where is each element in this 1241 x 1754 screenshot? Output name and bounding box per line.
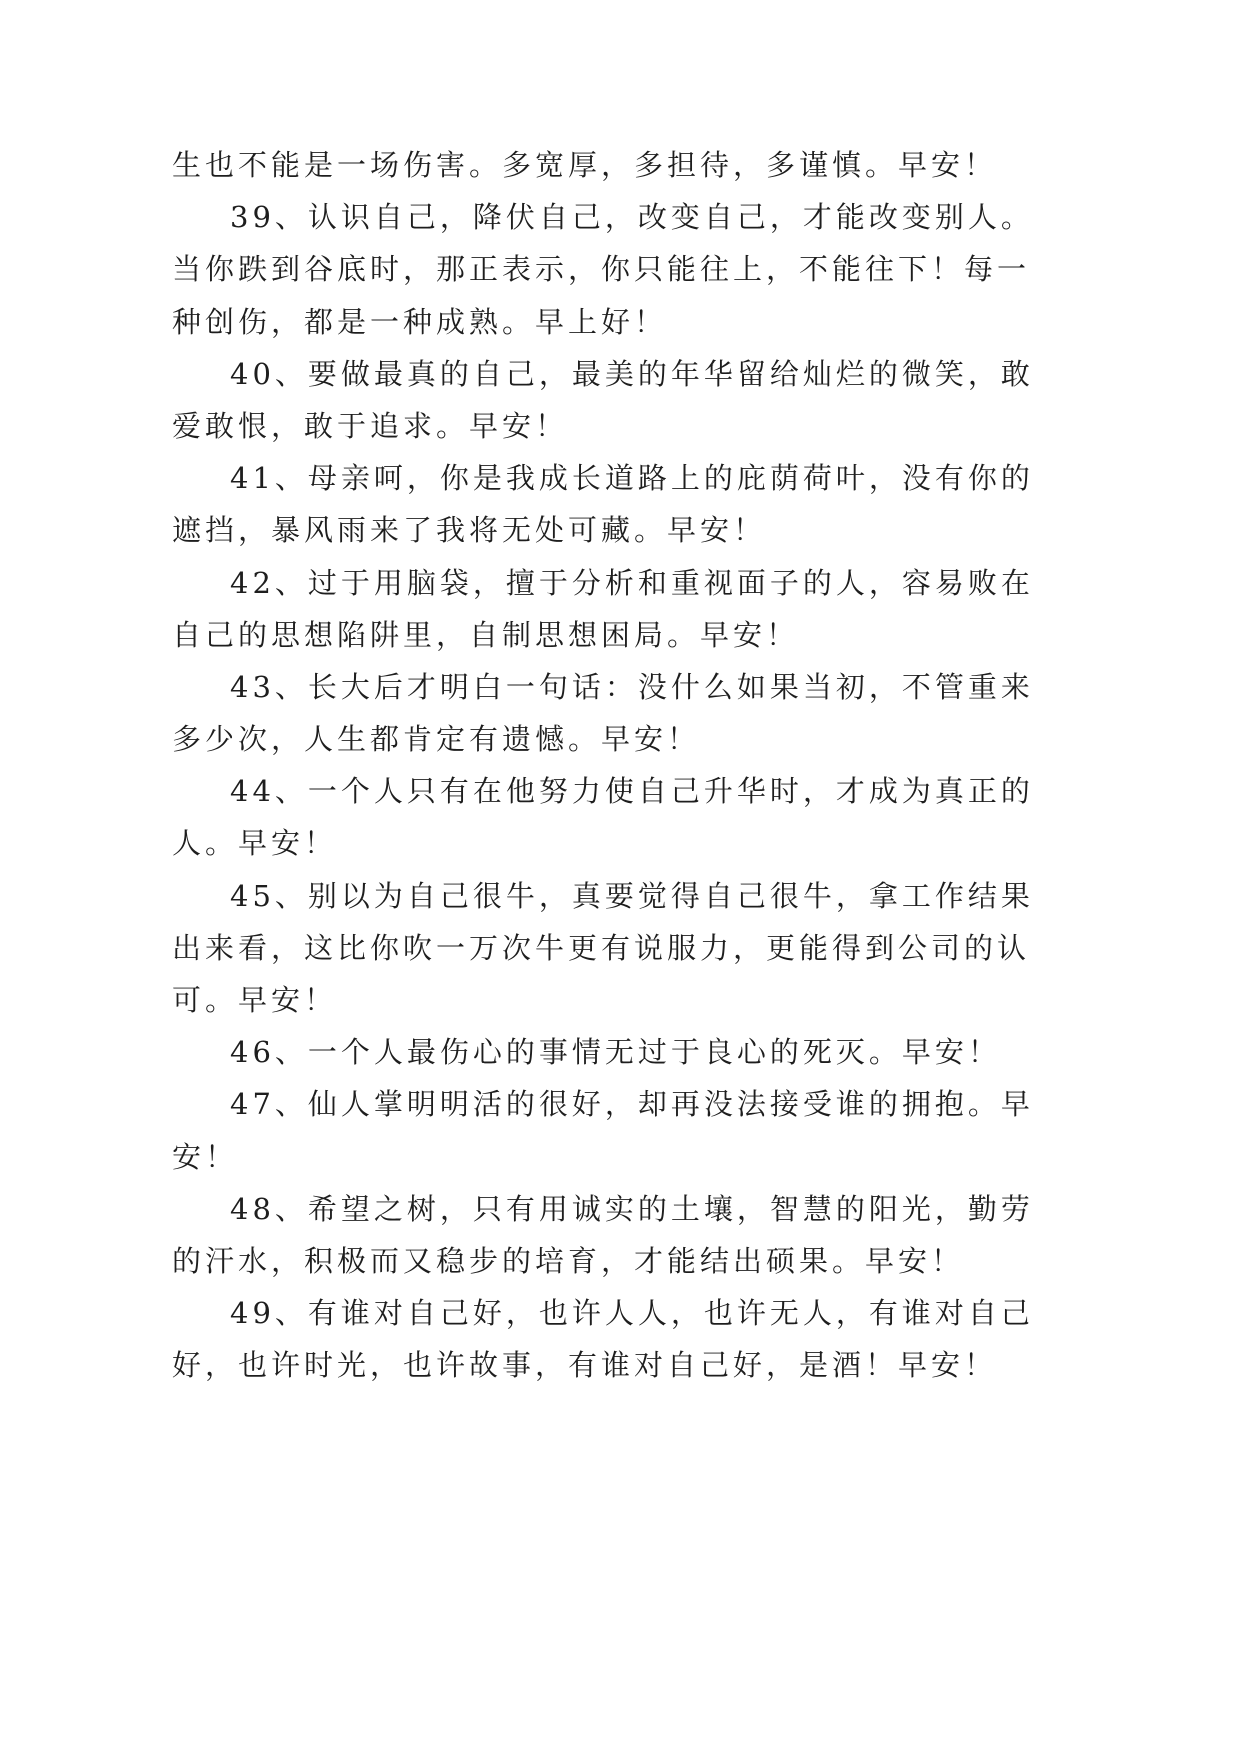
paragraph-item-45 bbox=[172, 870, 1121, 1027]
text-line: 的汗水，积极而又稳步的培育，才能结出硕果。早安！ bbox=[172, 1243, 965, 1278]
text-line: 40、要做最真的自己，最美的年华留给灿烂的微笑，敢 bbox=[230, 356, 1034, 391]
text-line: 可。早安！ bbox=[172, 983, 338, 1017]
paragraph-item-46 bbox=[172, 1026, 1121, 1078]
paragraph-item-44 bbox=[172, 765, 1121, 869]
paragraph-item-47 bbox=[172, 1078, 1121, 1182]
text-line: 42、过于用脑袋，擅于分析和重视面子的人，容易败在 bbox=[230, 565, 1034, 600]
text-line: 出来看，这比你吹一万次牛更有说服力，更能得到公司的认 bbox=[172, 930, 1031, 965]
text-line: 39、认识自己，降伏自己，改变自己，才能改变别人。 bbox=[230, 200, 1034, 235]
paragraph-item-42 bbox=[172, 557, 1121, 661]
text-line: 多少次，人生都肯定有遗憾。早安！ bbox=[172, 722, 701, 757]
text-line: 好，也许时光，也许故事，有谁对自己好，是酒！早安！ bbox=[172, 1348, 998, 1383]
text-line: 44、一个人只有在他努力使自己升华时，才成为真正的 bbox=[230, 774, 1034, 809]
text-line: 种创伤，都是一种成熟。早上好！ bbox=[172, 304, 668, 339]
paragraph-item-49 bbox=[172, 1287, 1121, 1391]
paragraph-item-41 bbox=[172, 452, 1121, 556]
text-line: 爱敢恨，敢于追求。早安！ bbox=[172, 408, 569, 443]
text-line: 47、仙人掌明明活的很好，却再没法接受谁的拥抱。早 bbox=[230, 1087, 1034, 1122]
text-line: 生也不能是一场伤害。多宽厚，多担待，多谨慎。早安！ bbox=[172, 148, 998, 182]
paragraph-item-48 bbox=[172, 1183, 1121, 1287]
text-line: 当你跌到谷底时，那正表示，你只能往上，不能往下！每一 bbox=[172, 252, 1031, 287]
text-line: 自己的思想陷阱里，自制思想困局。早安！ bbox=[172, 617, 800, 652]
text-line: 49、有谁对自己好，也许人人，也许无人，有谁对自己 bbox=[230, 1296, 1034, 1331]
paragraph-item-39 bbox=[172, 191, 1121, 348]
paragraph-item-40 bbox=[172, 348, 1121, 452]
paragraph-item-43 bbox=[172, 661, 1121, 765]
text-line: 安！ bbox=[172, 1139, 239, 1174]
text-line: 45、别以为自己很牛，真要觉得自己很牛，拿工作结果 bbox=[230, 878, 1034, 913]
text-line: 43、长大后才明白一句话：没什么如果当初，不管重来 bbox=[230, 669, 1034, 704]
paragraph-continuation bbox=[172, 139, 1121, 191]
text-line: 人。早安！ bbox=[172, 826, 338, 861]
text-line: 41、母亲呵，你是我成长道路上的庇荫荷叶，没有你的 bbox=[230, 461, 1034, 496]
text-line: 46、一个人最伤心的事情无过于良心的死灭。早安！ bbox=[230, 1035, 1001, 1070]
text-line: 遮挡，暴风雨来了我将无处可藏。早安！ bbox=[172, 513, 767, 548]
text-line: 48、希望之树，只有用诚实的土壤，智慧的阳光，勤劳 bbox=[230, 1191, 1034, 1226]
